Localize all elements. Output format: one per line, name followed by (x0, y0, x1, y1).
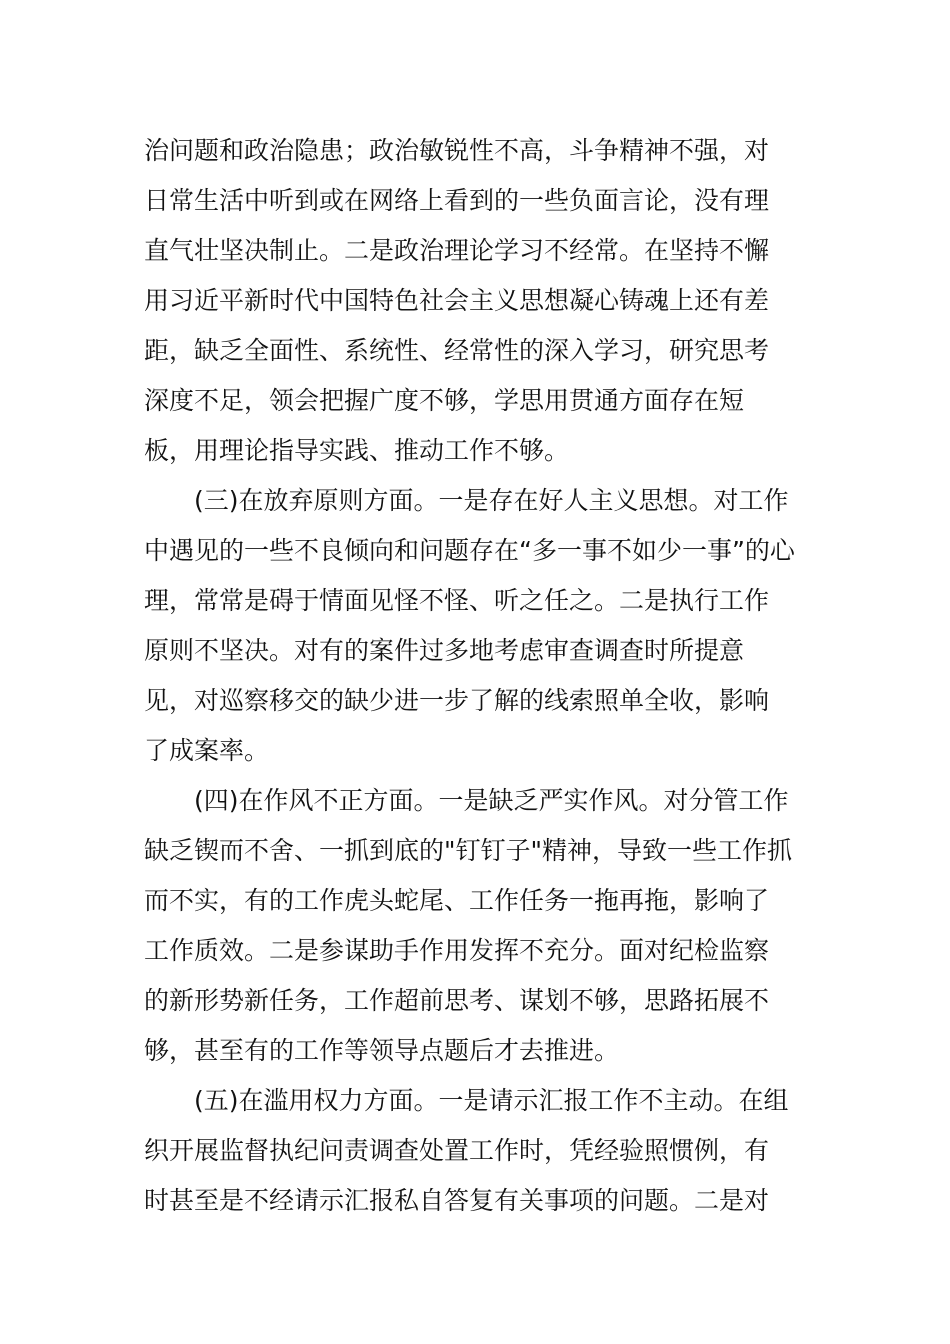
text-line: 距，缺乏全面性、系统性、经常性的深入学习，研究思考 (144, 336, 770, 365)
section-heading-line: (五)在滥用权力方面。一是请示汇报工作不主动。在组 (194, 1086, 789, 1115)
text-line: 日常生活中听到或在网络上看到的一些负面言论，没有理 (144, 186, 770, 215)
text-line: 原则不坚决。对有的案件过多地考虑审查调查时所提意 (144, 636, 745, 665)
text-line: 时甚至是不经请示汇报私自答复有关事项的问题。二是对 (144, 1186, 770, 1215)
text-line: 板，用理论指导实践、推动工作不够。 (144, 436, 570, 465)
text-line: 理，常常是碍于情面见怪不怪、听之任之。二是执行工作 (144, 586, 770, 615)
text-line: 工作质效。二是参谋助手作用发挥不充分。面对纪检监察 (144, 936, 770, 965)
text-line: 治问题和政治隐患；政治敏锐性不高，斗争精神不强，对 (144, 136, 770, 165)
text-line: 直气壮坚决制止。二是政治理论学习不经常。在坚持不懈 (144, 236, 770, 265)
section-heading-line: (四)在作风不正方面。一是缺乏严实作风。对分管工作 (194, 786, 789, 815)
text-line: 而不实，有的工作虎头蛇尾、工作任务一拖再拖，影响了 (144, 886, 770, 915)
document-body (144, 126, 814, 1226)
text-line: 深度不足，领会把握广度不够，学思用贯通方面存在短 (144, 386, 745, 415)
section-heading-line: (三)在放弃原则方面。一是存在好人主义思想。对工作 (194, 486, 789, 515)
text-line: 缺乏锲而不舍、一抓到底的"钉钉子"精神，导致一些工作抓 (144, 836, 793, 865)
text-line: 够，甚至有的工作等领导点题后才去推进。 (144, 1036, 620, 1065)
text-line: 见，对巡察移交的缺少进一步了解的线索照单全收，影响 (144, 686, 770, 715)
text-line: 中遇见的一些不良倾向和问题存在“多一事不如少一事”的心 (144, 536, 795, 565)
text-line: 用习近平新时代中国特色社会主义思想凝心铸魂上还有差 (144, 286, 770, 315)
text-line: 了成案率。 (144, 736, 270, 765)
text-line: 的新形势新任务，工作超前思考、谋划不够，思路拓展不 (144, 986, 770, 1015)
text-line: 织开展监督执纪问责调查处置工作时，凭经验照惯例，有 (144, 1136, 770, 1165)
